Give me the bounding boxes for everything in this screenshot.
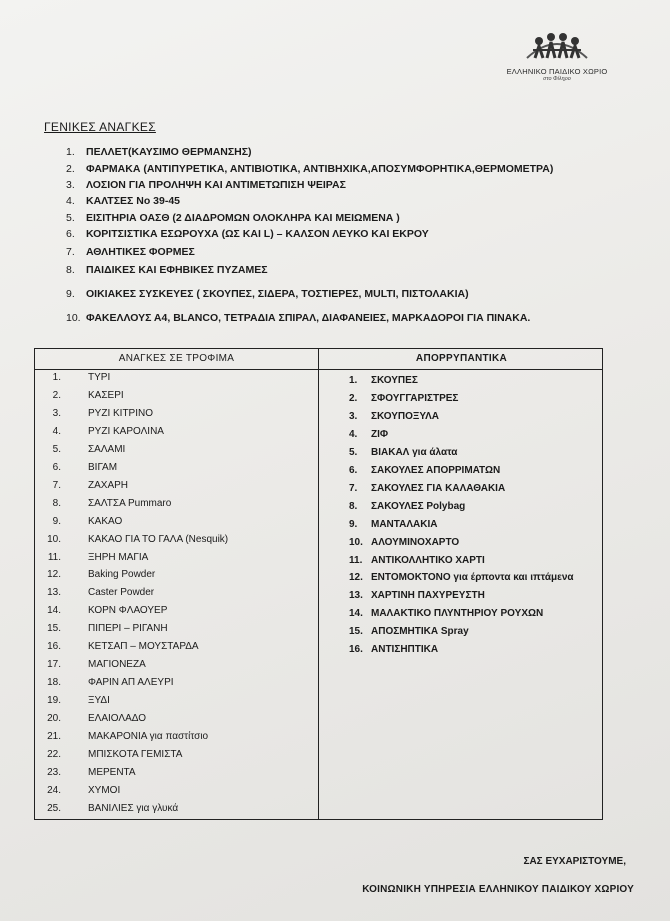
logo-title: ΕΛΛΗΝΙΚΟ ΠΑΙΔΙΚΟ ΧΩΡΙΟ: [506, 67, 608, 76]
detergents-column-header: ΑΠΟΡΡΥΠΑΝΤΙΚΑ: [415, 353, 508, 364]
row-text: ΒΑΝΙΛΙΕΣ για γλυκά: [88, 802, 179, 814]
row-text: ΣΦΟΥΓΓΑΡΙΣΤΡΕΣ: [371, 392, 459, 404]
row-number: 18.: [47, 677, 61, 689]
row-text: ΣΑΚΟΥΛΕΣ Polybag: [371, 500, 466, 512]
row-number: 9.: [349, 518, 358, 530]
row-text: ΒΙΑΚΑΛ για άλατα: [371, 446, 458, 458]
row-text: ΣΑΚΟΥΛΕΣ ΓΙΑ ΚΑΛΑΘΑΚΙΑ: [371, 482, 506, 494]
row-number: 3.: [349, 410, 358, 422]
row-number: 16.: [349, 644, 363, 656]
row-text: ΑΝΤΙΣΗΠΤΙΚΑ: [371, 644, 439, 656]
general-need-item: [66, 212, 400, 224]
thanks-text: ΣΑΣ ΕΥΧΑΡΙΣΤΟΥΜΕ,: [523, 856, 626, 867]
row-number: 19.: [47, 695, 61, 707]
item-text: ΠΑΙΔΙΚΕΣ ΚΑΙ ΕΦΗΒΙΚΕΣ ΠΥΖΑΜΕΣ: [86, 264, 268, 276]
row-text: ΚΕΤΣΑΠ – ΜΟΥΣΤΑΡΔΑ: [88, 641, 199, 653]
row-text: ΜΑΛΑΚΤΙΚΟ ΠΛΥΝΤΗΡΙΟΥ ΡΟΥΧΩΝ: [371, 608, 544, 620]
row-number: 15.: [349, 626, 363, 638]
row-number: 4.: [349, 428, 358, 440]
row-text: ΚΑΚΑΟ: [88, 515, 123, 527]
row-text: ΑΛΟΥΜΙΝΟΧΑΡΤΟ: [371, 536, 460, 548]
needs-table: [34, 348, 603, 820]
row-number: 14.: [349, 608, 363, 620]
item-text: ΑΘΛΗΤΙΚΕΣ ΦΟΡΜΕΣ: [86, 246, 195, 258]
row-number: 9.: [52, 515, 61, 527]
item-text: ΕΙΣΙΤΗΡΙΑ ΟΑΣΘ (2 ΔΙΑΔΡΟΜΩΝ ΟΛΟΚΛΗΡΑ ΚΑΙ ΜΕΙΩΜΕΝΑ ): [86, 212, 400, 224]
general-need-item: [66, 246, 195, 258]
signature-text: ΚΟΙΝΩΝΙΚΗ ΥΠΗΡΕΣΙΑ ΕΛΛΗΝΙΚΟΥ ΠΑΙΔΙΚΟΥ ΧΩΡΙΟΥ: [362, 884, 634, 895]
row-number: 11.: [47, 551, 61, 563]
row-number: 2.: [349, 392, 358, 404]
item-number: 3.: [66, 179, 75, 191]
row-text: ΤΥΡΙ: [88, 372, 111, 383]
row-text: ΡΥΖΙ ΚΙΤΡΙΝΟ: [88, 407, 154, 419]
row-text: ΜΕΡΕΝΤΑ: [88, 766, 136, 778]
row-text: ΦΑΡΙΝ ΑΠ ΑΛΕΥΡΙ: [88, 677, 174, 689]
row-number: 7.: [52, 479, 61, 491]
row-number: 8.: [52, 497, 61, 509]
row-text: ΧΥΜΟΙ: [88, 784, 121, 796]
row-number: 23.: [47, 766, 61, 778]
row-text: Caster Powder: [88, 587, 155, 599]
row-text: ΠΙΠΕΡΙ – ΡΙΓΑΝΗ: [88, 623, 168, 635]
row-number: 1.: [349, 375, 358, 386]
row-number: 6.: [349, 464, 358, 476]
item-text: ΟΙΚΙΑΚΕΣ ΣΥΣΚΕΥΕΣ ( ΣΚΟΥΠΕΣ, ΣΙΔΕΡΑ, ΤΟΣΤΙΕΡΕΣ, MULTI, ΠΙΣΤΟΛΑΚΙΑ): [86, 288, 469, 300]
general-need-item: [66, 264, 268, 276]
item-number: 1.: [66, 146, 75, 158]
general-need-item: [66, 146, 252, 158]
row-number: 12.: [349, 572, 363, 584]
item-text: ΦΑΡΜΑΚΑ (ΑΝΤΙΠΥΡΕΤΙΚΑ, ΑΝΤΙΒΙΟΤΙΚΑ, ΑΝΤΙΒΗΧΙΚΑ,ΑΠΟΣΥΜΦΟΡΗΤΙΚΑ,ΘΕΡΜΟΜΕΤΡΑ): [86, 163, 554, 175]
row-number: 5.: [52, 443, 61, 455]
logo-subtitle: στο Φίληρο: [543, 76, 571, 82]
row-number: 25.: [47, 802, 61, 814]
row-text: ΑΝΤΙΚΟΛΛΗΤΙΚΟ ΧΑΡΤΙ: [371, 554, 485, 566]
row-text: ΚΟΡΝ ΦΛΑΟΥΕΡ: [88, 605, 168, 617]
item-text: ΦΑΚΕΛΛΟΥΣ Α4, BLANCO, ΤΕΤΡΑΔΙΑ ΣΠΙΡΑΛ, ΔΙΑΦΑΝΕΙΕΣ, ΜΑΡΚΑΔΟΡΟΙ ΓΙΑ ΠΙΝΑΚΑ.: [86, 312, 531, 324]
row-number: 15.: [47, 623, 61, 635]
row-number: 1.: [52, 372, 61, 383]
food-column-header: ΑΝΑΓΚΕΣ ΣΕ ΤΡΟΦΙΜΑ: [118, 353, 235, 364]
item-text: ΛΟΣΙΟΝ ΓΙΑ ΠΡΟΛΗΨΗ ΚΑΙ ΑΝΤΙΜΕΤΩΠΙΣΗ ΨΕΙΡΑΣ: [86, 179, 346, 191]
row-text: ΣΑΛΑΜΙ: [88, 443, 126, 455]
row-number: 24.: [47, 784, 61, 796]
item-text: ΠΕΛΛΕΤ(ΚΑΥΣΙΜΟ ΘΕΡΜΑΝΣΗΣ): [86, 146, 252, 158]
row-text: ΚΑΣΕΡΙ: [88, 389, 124, 401]
column-divider: [318, 349, 319, 819]
organization-logo: [498, 28, 616, 92]
item-number: 5.: [66, 212, 75, 224]
row-number: 10.: [349, 536, 363, 548]
row-text: ΞΥΔΙ: [88, 695, 110, 707]
row-number: 8.: [349, 500, 358, 512]
row-number: 4.: [52, 425, 61, 437]
row-text: ΣΑΛΤΣΑ Pummaro: [88, 497, 172, 509]
item-number: 9.: [66, 288, 75, 300]
item-text: ΚΟΡΙΤΣΙΣΤΙΚΑ ΕΣΩΡΟΥΧΑ (ΩΣ ΚΑΙ L) – ΚΑΛΣΟΝ ΛΕΥΚΟ ΚΑΙ ΕΚΡΟΥ: [86, 228, 429, 240]
row-number: 6.: [52, 461, 61, 473]
row-text: ΑΠΟΣΜΗΤΙΚΑ Spray: [371, 626, 469, 638]
general-need-item: [66, 163, 553, 175]
item-text: ΚΑΛΤΣΕΣ Νο 39-45: [86, 195, 181, 207]
row-number: 11.: [349, 554, 363, 566]
item-number: 6.: [66, 228, 75, 240]
row-text: ΞΗΡΗ ΜΑΓΙΑ: [88, 551, 149, 563]
row-number: 14.: [47, 605, 61, 617]
row-text: ΕΛΑΙΟΛΑΔΟ: [88, 713, 146, 725]
general-needs-heading: ΓΕΝΙΚΕΣ ΑΝΑΓΚΕΣ: [44, 120, 156, 134]
row-text: ΧΑΡΤΙΝΗ ΠΑΧΥΡΕΥΣΤΗ: [371, 590, 485, 602]
row-text: ΜΑΚΑΡΟΝΙΑ για παστίτσιο: [88, 731, 209, 742]
item-number: 10.: [66, 312, 81, 324]
row-number: 16.: [47, 641, 61, 653]
row-number: 10.: [47, 533, 61, 545]
item-number: 7.: [66, 246, 75, 258]
row-text: ΣΑΚΟΥΛΕΣ ΑΠΟΡΡΙΜΑΤΩΝ: [371, 464, 501, 476]
row-number: 7.: [349, 482, 358, 494]
item-number: 4.: [66, 195, 75, 207]
row-text: ΖΙΦ: [371, 428, 389, 440]
general-need-item: [66, 179, 346, 191]
row-text: ΜΠΙΣΚΟΤΑ ΓΕΜΙΣΤΑ: [88, 748, 183, 760]
row-number: 17.: [47, 659, 61, 671]
row-text: ΜΑΝΤΑΛΑΚΙΑ: [371, 518, 438, 530]
row-text: ΣΚΟΥΠΕΣ: [371, 375, 418, 386]
row-text: ΚΑΚΑΟ ΓΙΑ ΤΟ ΓΑΛΑ (Nesquik): [88, 533, 229, 545]
row-text: ΣΚΟΥΠΟΞΥΛΑ: [371, 410, 440, 422]
row-number: 13.: [47, 587, 61, 599]
row-text: ΖΑΧΑΡΗ: [88, 479, 129, 491]
row-number: 20.: [47, 713, 61, 725]
row-number: 22.: [47, 748, 61, 760]
row-text: ΕΝΤΟΜΟΚΤΟΝΟ για έρποντα και ιπτάμενα: [371, 572, 574, 584]
row-number: 12.: [47, 569, 61, 581]
general-need-item: [66, 312, 530, 324]
general-need-item: [66, 288, 469, 300]
row-number: 13.: [349, 590, 363, 602]
general-need-item: [66, 195, 180, 207]
row-text: ΡΥΖΙ ΚΑΡΟΛΙΝΑ: [88, 425, 164, 437]
row-text: Baking Powder: [88, 569, 156, 581]
general-need-item: [66, 228, 429, 240]
row-number: 2.: [52, 389, 61, 401]
children-logo-icon: [521, 28, 593, 66]
row-number: 5.: [349, 446, 358, 458]
item-number: 8.: [66, 264, 75, 276]
row-text: ΜΑΓΙΟΝΕΖΑ: [88, 659, 146, 671]
row-number: 3.: [52, 407, 61, 419]
item-number: 2.: [66, 163, 75, 175]
header-divider: [35, 369, 602, 370]
row-text: ΒΙΓΑΜ: [88, 461, 118, 473]
row-number: 21.: [47, 731, 61, 742]
